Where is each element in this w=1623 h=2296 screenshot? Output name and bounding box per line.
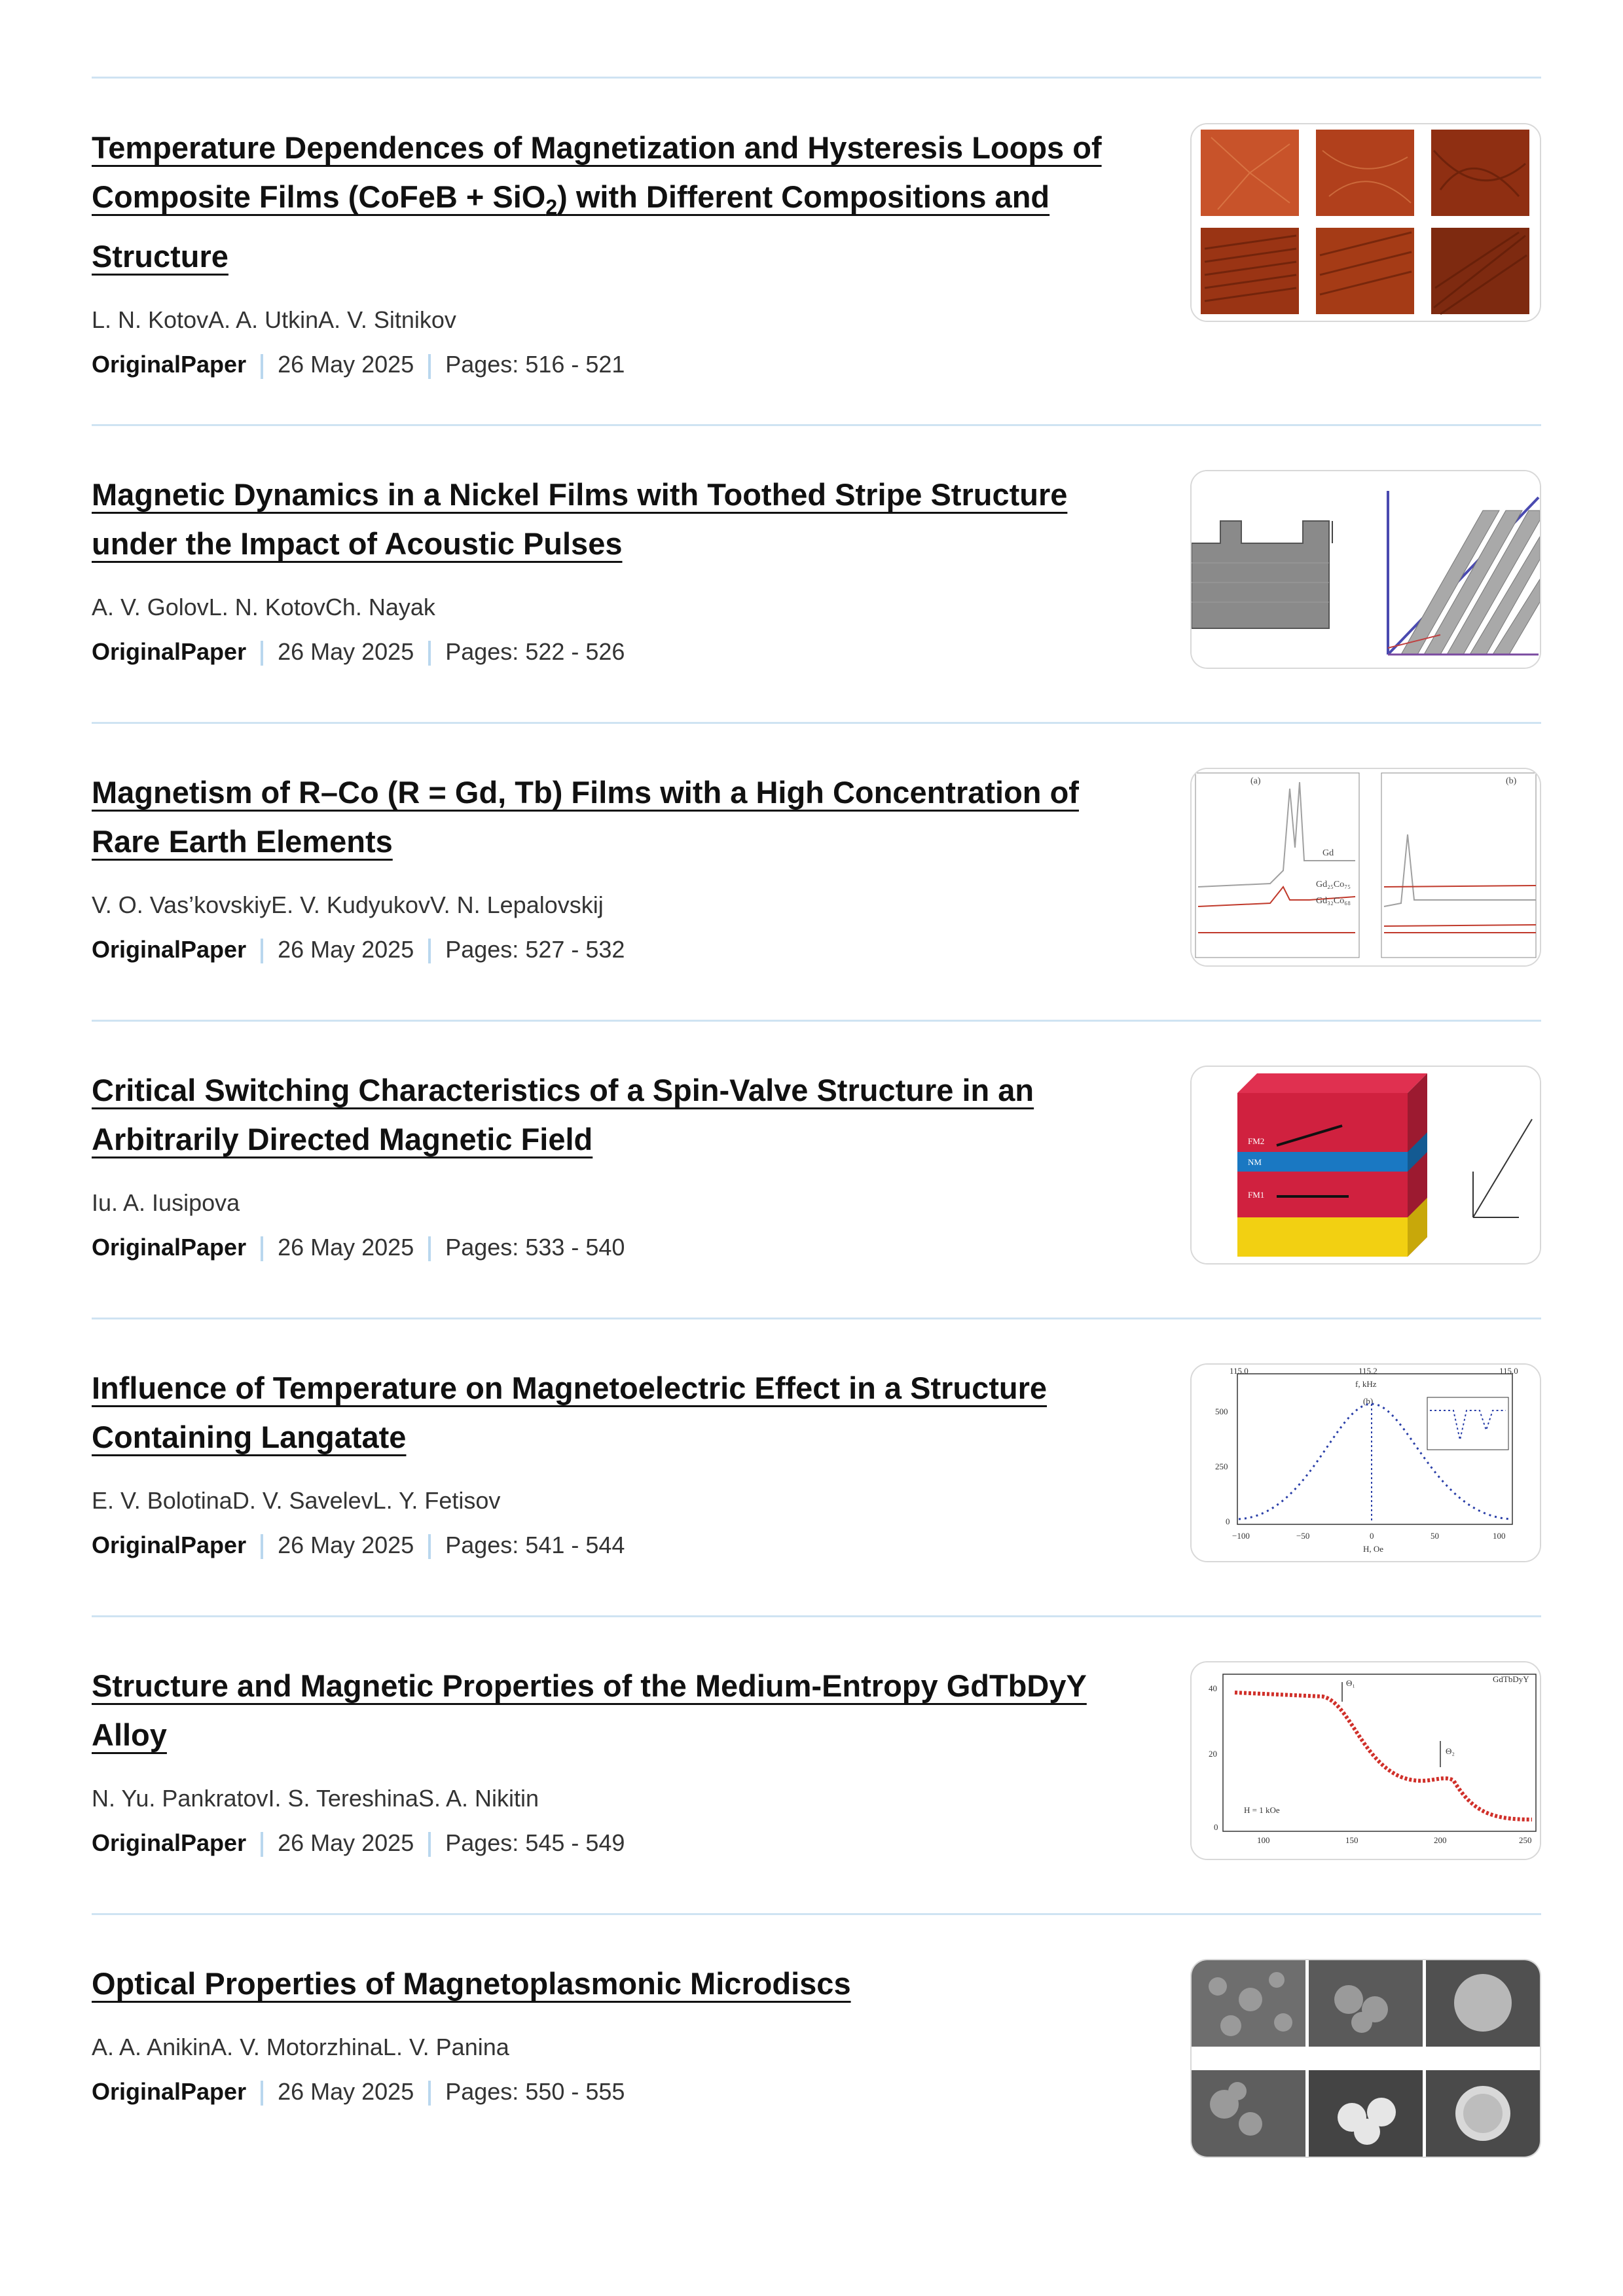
afm-scan-grid-image: [1192, 124, 1540, 321]
axis-label: f, kHz: [1355, 1379, 1377, 1389]
tick-label: 250: [1519, 1835, 1532, 1845]
tick-label: 0: [1214, 1822, 1218, 1832]
separator: [92, 424, 1541, 426]
curve-label: Gd₂₅Co₇₅: [1316, 880, 1351, 889]
article-date: 26 May 2025: [278, 936, 414, 963]
meta-divider: [428, 1534, 431, 1559]
meta-divider: [428, 939, 431, 963]
stripe-structure-diagram-image: [1192, 471, 1540, 668]
meta-divider: [428, 2081, 431, 2106]
meta-divider: [261, 1236, 263, 1261]
tick-label: 0: [1370, 1531, 1374, 1541]
tick-label: 50: [1431, 1531, 1439, 1541]
article-item: [92, 1661, 1541, 1857]
tick-label: 500: [1215, 1407, 1228, 1416]
spin-valve-layers-image: [1192, 1067, 1540, 1263]
article-meta: [92, 350, 1541, 379]
tick-label: −100: [1232, 1531, 1250, 1541]
article-authors: L. N. KotovA. A. UtkinA. V. Sitnikov: [92, 306, 456, 334]
layer-label: NM: [1248, 1157, 1262, 1167]
meta-divider: [428, 1832, 431, 1857]
article-type: OriginalPaper: [92, 936, 247, 963]
article-thumbnail[interactable]: [1190, 1363, 1541, 1562]
title-text: ) with Different Compositions and Structure: [92, 179, 1050, 274]
transition-label: Θ₁: [1346, 1678, 1355, 1688]
separator: [92, 1913, 1541, 1915]
inset-label: (b): [1363, 1396, 1374, 1406]
article-type: OriginalPaper: [92, 2078, 247, 2105]
article-thumbnail[interactable]: [1190, 1661, 1541, 1860]
article-date: 26 May 2025: [278, 2078, 414, 2105]
article-type: OriginalPaper: [92, 1829, 247, 1856]
article-thumbnail[interactable]: [1190, 470, 1541, 669]
article-date: 26 May 2025: [278, 638, 414, 665]
layer-label: FM2: [1248, 1136, 1265, 1146]
diffraction-plots-image: [1192, 769, 1540, 965]
article-authors: N. Yu. PankratovI. S. TereshinaS. A. Nikitin: [92, 1785, 539, 1812]
tick-label: 115.2: [1359, 1366, 1377, 1376]
magnetization-curve-image: [1192, 1662, 1540, 1859]
meta-divider: [261, 641, 263, 666]
meta-divider: [428, 641, 431, 666]
article-item: [92, 1959, 1541, 2106]
separator: [92, 1318, 1541, 1319]
article-title-link[interactable]: Critical Switching Characteristics of a Spin-Valve Structure in an Arbitrarily Directed Magnetic Field: [92, 1073, 1034, 1157]
article-type: OriginalPaper: [92, 1234, 247, 1261]
tick-label: 100: [1493, 1531, 1506, 1541]
article-authors: A. V. GolovL. N. KotovCh. Nayak: [92, 594, 435, 620]
article-type: OriginalPaper: [92, 351, 247, 378]
sem-image-grid-image: [1192, 1960, 1540, 2157]
article-title-link[interactable]: Influence of Temperature on Magnetoelectric Effect in a Structure Containing Langatate: [92, 1371, 1048, 1454]
article-thumbnail[interactable]: [1190, 1066, 1541, 1265]
meta-divider: [428, 354, 431, 379]
tick-label: 20: [1209, 1749, 1217, 1759]
separator: [92, 1020, 1541, 1022]
meta-divider: [261, 1832, 263, 1857]
article-date: 26 May 2025: [278, 1234, 414, 1261]
article-pages: Pages: 516 - 521: [445, 351, 625, 378]
layer-label: FM1: [1248, 1190, 1265, 1200]
title-subscript: 2: [545, 195, 558, 219]
title-text: Temperature Dependences of Magnetization and Hysteresis Loops of Composite Films (CoFeB + SiO: [92, 130, 1102, 214]
separator: [92, 77, 1541, 79]
separator: [92, 722, 1541, 724]
article-authors: V. O. Vas’kovskiyE. V. KudyukovV. N. Lepalovskij: [92, 891, 604, 918]
article-thumbnail[interactable]: [1190, 768, 1541, 967]
article-title-link[interactable]: [92, 130, 1102, 274]
tick-label: 115.0: [1230, 1366, 1249, 1376]
article-authors: A. A. AnikinA. V. MotorzhinaL. V. Panina: [92, 2034, 509, 2060]
tick-label: 40: [1209, 1683, 1217, 1693]
article-date: 26 May 2025: [278, 351, 414, 378]
tick-label: 100: [1257, 1835, 1270, 1845]
tick-label: 250: [1215, 1462, 1228, 1471]
tick-label: 0: [1226, 1516, 1230, 1526]
resonance-plot-image: [1192, 1365, 1540, 1561]
article-item: [92, 768, 1541, 964]
article-thumbnail[interactable]: [1190, 1959, 1541, 2158]
panel-label: (a): [1250, 776, 1261, 786]
article-title-link[interactable]: Structure and Magnetic Properties of the Medium-Entropy GdTbDyY Alloy: [92, 1668, 1087, 1752]
meta-divider: [261, 2081, 263, 2106]
sample-label: GdTbDyY: [1493, 1674, 1529, 1684]
article-item: [92, 1363, 1541, 1560]
article-pages: Pages: 550 - 555: [445, 2078, 625, 2105]
tick-label: 115.0: [1499, 1366, 1518, 1376]
article-item: [92, 470, 1541, 666]
meta-divider: [261, 354, 263, 379]
article-pages: Pages: 533 - 540: [445, 1234, 625, 1261]
article-title-link[interactable]: Magnetic Dynamics in a Nickel Films with Toothed Stripe Structure under the Impact of Acoustic Pulses: [92, 477, 1068, 561]
article-pages: Pages: 545 - 549: [445, 1829, 625, 1856]
tick-label: −50: [1296, 1531, 1310, 1541]
article-pages: Pages: 541 - 544: [445, 1532, 625, 1558]
article-date: 26 May 2025: [278, 1532, 414, 1558]
transition-label: Θ₂: [1446, 1746, 1455, 1756]
tick-label: 150: [1345, 1835, 1359, 1845]
article-title-link[interactable]: Optical Properties of Magnetoplasmonic Microdiscs: [92, 1966, 851, 2001]
article-pages: Pages: 527 - 532: [445, 936, 625, 963]
article-item: [92, 123, 1541, 379]
article-thumbnail[interactable]: [1190, 123, 1541, 322]
tick-label: 200: [1434, 1835, 1447, 1845]
curve-label: Gd: [1322, 848, 1334, 858]
axis-label: H, Oe: [1363, 1544, 1384, 1554]
article-type: OriginalPaper: [92, 1532, 247, 1558]
article-authors: E. V. BolotinaD. V. SavelevL. Y. Fetisov: [92, 1487, 501, 1514]
article-date: 26 May 2025: [278, 1829, 414, 1856]
field-label: H = 1 kOe: [1244, 1805, 1280, 1815]
meta-divider: [428, 1236, 431, 1261]
meta-divider: [261, 939, 263, 963]
article-title-link[interactable]: Magnetism of R–Co (R = Gd, Tb) Films with a High Concentration of Rare Earth Elements: [92, 775, 1079, 859]
curve-label: Gd₃₂Co₆₈: [1316, 896, 1351, 906]
separator: [92, 1615, 1541, 1617]
panel-label: (b): [1506, 776, 1517, 786]
article-type: OriginalPaper: [92, 638, 247, 665]
meta-divider: [261, 1534, 263, 1559]
article-authors: Iu. A. Iusipova: [92, 1189, 240, 1216]
article-pages: Pages: 522 - 526: [445, 638, 625, 665]
article-item: [92, 1066, 1541, 1262]
